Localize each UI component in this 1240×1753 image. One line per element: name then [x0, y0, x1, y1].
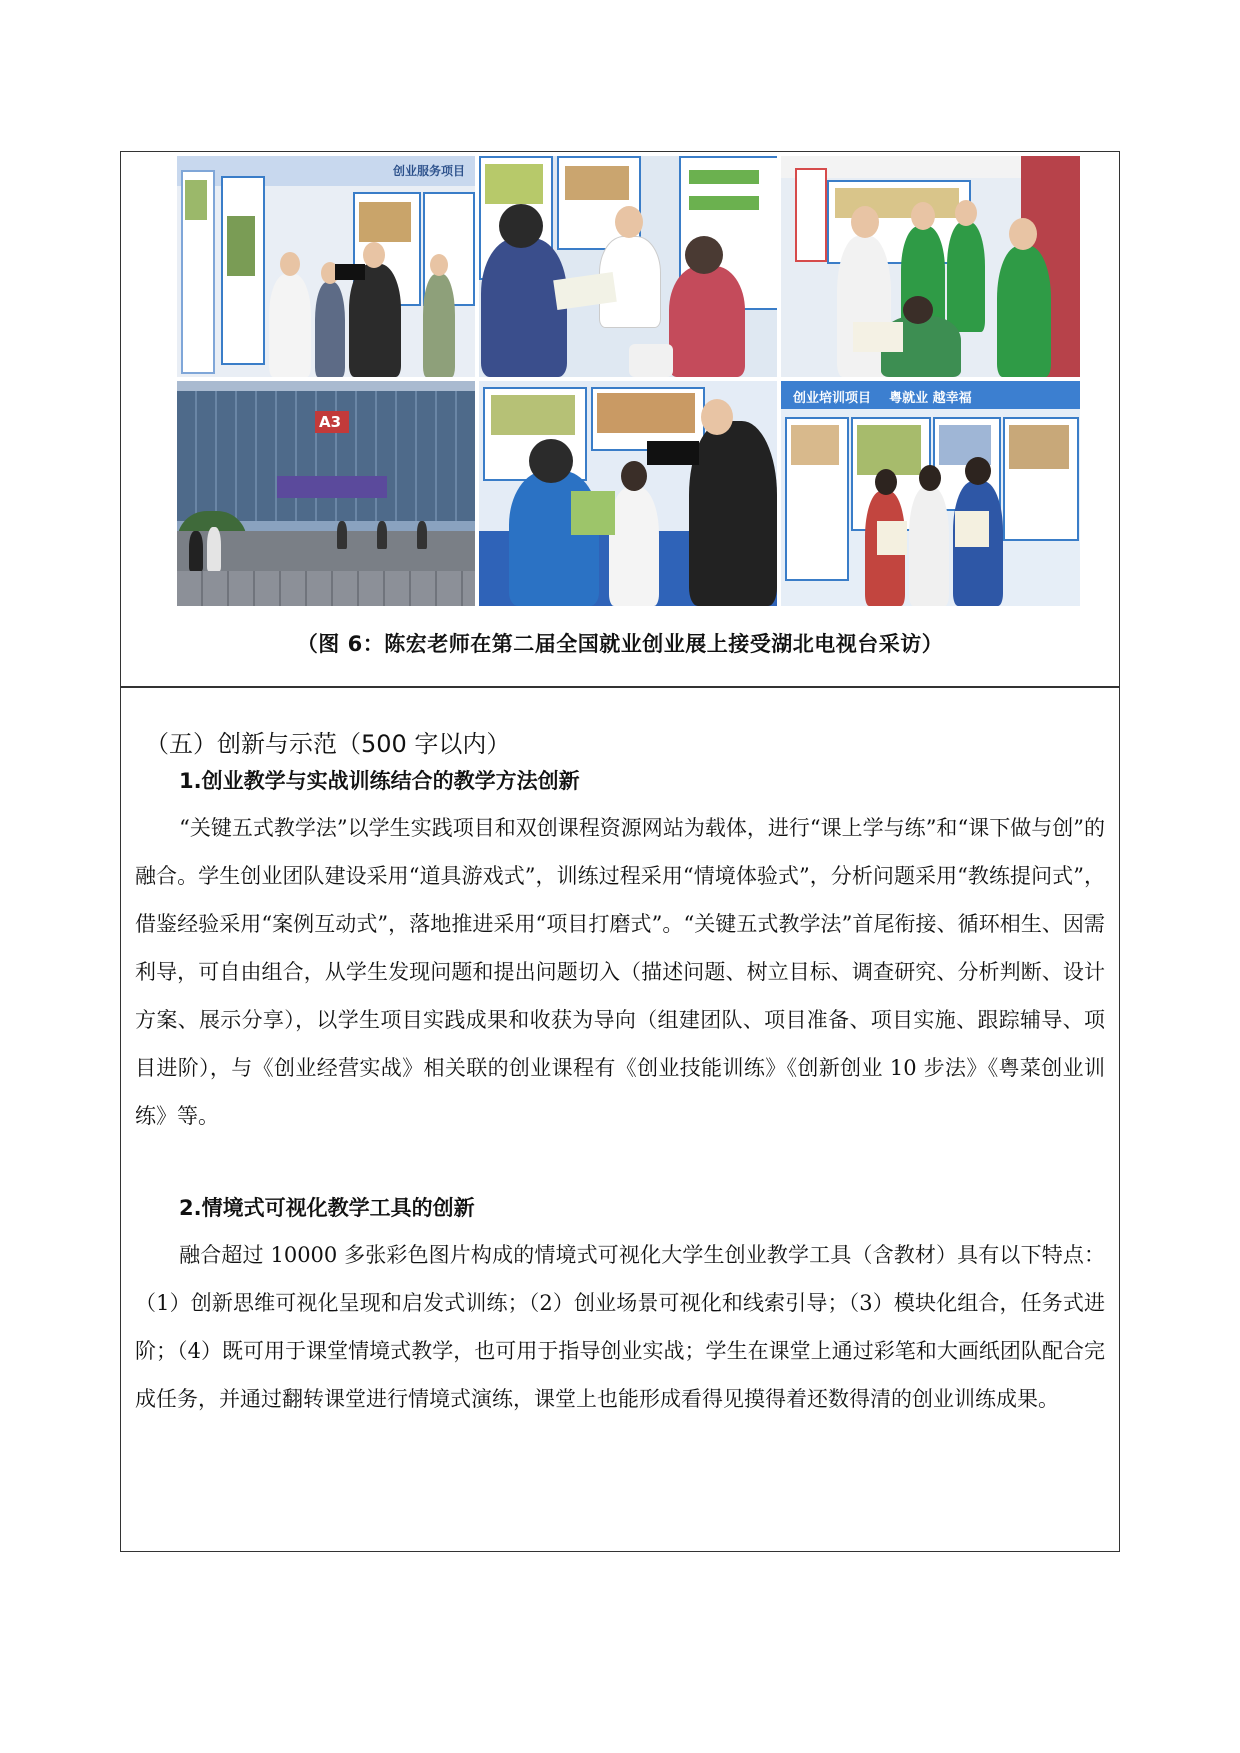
- content-cell: [120, 686, 1120, 1552]
- hall-sign-a3: A3: [319, 413, 342, 431]
- photo-booth-visitors: [781, 156, 1080, 377]
- photo-camera-interview: [479, 381, 777, 606]
- photo-exhibition-hall: [177, 381, 475, 606]
- paragraph-visual-tools: 融合超过 10000 多张彩色图片构成的情境式可视化大学生创业教学工具（含教材）具有以下特点：（1）创新思维可视化呈现和启发式训练；（2）创业场景可视化和线索引导；（3）模块化组合，任务式进阶；（4）既可用于课堂情境式教学，也可用于指导创业实战；学生在课堂上通过彩笔和大画纸团队配合完成任务，并通过翻转课堂进行情境式演练，课堂上也能形成看得见摸得着还数得清的创业训练成果。: [135, 1243, 1105, 1411]
- photo-discussion-table: [479, 156, 777, 377]
- figure-cell: [120, 151, 1120, 688]
- photo-interview-booth: [177, 156, 475, 377]
- photo-collage: [177, 156, 1080, 606]
- paragraph-teaching-method: “关键五式教学法”以学生实践项目和双创课程资源网站为载体，进行“课上学与练”和“课下做与创”的融合。学生创业团队建设采用“道具游戏式”，训练过程采用“情境体验式”，分析问题采用“教练提问式”，借鉴经验采用“案例互动式”，落地推进采用“项目打磨式”。“关键五式教学法”首尾衔接、循环相生、因需利导，可自由组合，从学生发现问题和提出问题切入（描述问题、树立目标、调查研究、分析判断、设计方案、展示分享），以学生项目实践成果和收获为导向（组建团队、项目准备、项目实施、跟踪辅导、项目进阶），与《创业经营实战》相关联的创业课程有《创业技能训练》《创新创业 10 步法》《粤菜创业训练》等。: [135, 816, 1105, 1128]
- booth-sign: 创业服务项目: [392, 164, 465, 178]
- section-title: （五）创新与示范（500 字以内）: [145, 730, 511, 758]
- booth-sign-training: 创业培训项目 粤就业 越幸福: [793, 391, 972, 406]
- subheading-visual-tools: 2.情境式可视化教学工具的创新: [179, 1196, 475, 1220]
- subheading-teaching-method: 1.创业教学与实战训练结合的教学方法创新: [179, 769, 580, 793]
- figure-caption: （图 6：陈宏老师在第二届全国就业创业展上接受湖北电视台采访）: [296, 632, 944, 656]
- photo-group-showcase: [781, 381, 1080, 606]
